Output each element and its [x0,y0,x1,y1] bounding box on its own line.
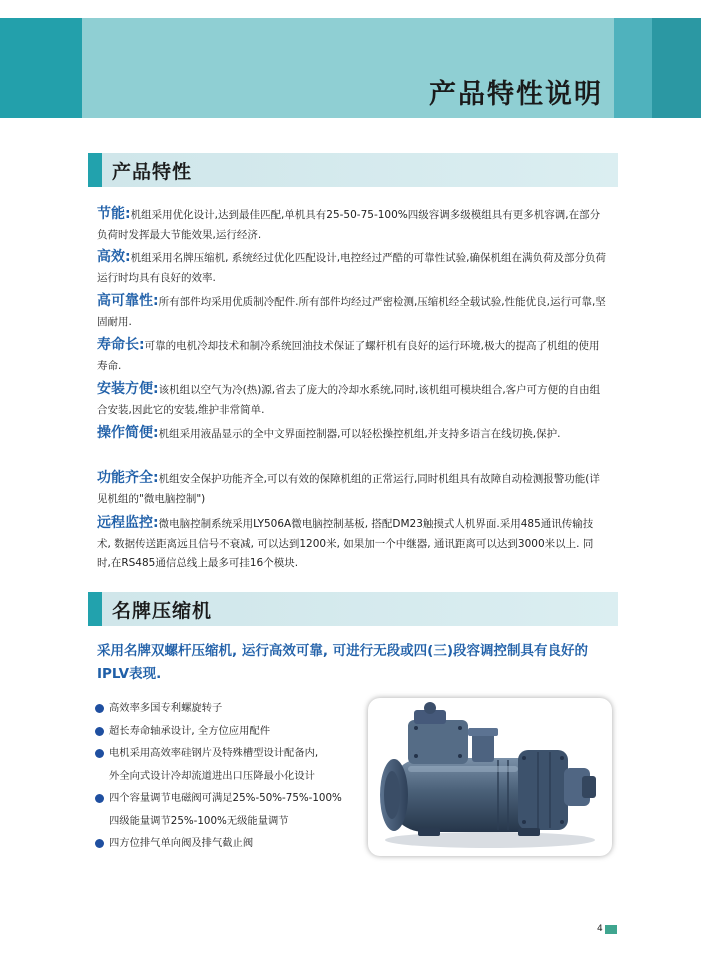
page-number-marker [605,925,617,934]
feature-text: 可靠的电机冷却技术和制冷系统回油技术保证了螺杆机有良好的运行环境,极大的提高了机组的使用寿命. [97,340,600,372]
header-banner [0,18,701,118]
banner-band-1 [614,18,652,118]
feature-key: 寿命长: [97,337,145,353]
feature-text: 机组采用优化设计,达到最佳匹配,单机具有25-50-75-100%四级容调多级模组具有更多机容调,在部分负荷时发挥最大节能效果,运行经济. [97,209,601,241]
list-item: 高效率多国专利螺旋转子 [95,697,375,720]
list-item: 四个容量调节电磁阀可满足25%-50%-75%-100% [95,787,375,810]
bullet-dot-icon [95,794,104,803]
section-header-features [88,153,618,187]
section-accent-bar [88,592,102,626]
list-item-continuation: 外全向式设计冷却流道进出口压降最小化设计 [109,769,315,782]
feature-paragraph [97,514,607,574]
bullet-dot-icon [95,704,104,713]
banner-band-2 [652,18,701,118]
feature-key: 高效: [97,249,131,265]
list-item: 四方位排气单向阀及排气截止阀 [95,832,375,855]
feature-paragraph [97,424,607,445]
feature-paragraph [97,292,607,332]
feature-text: 机组安全保护功能齐全,可以有效的保障机组的正常运行,同时机组具有故障自动检测报警功能(详见机组的"微电脑控制") [97,473,600,505]
page-number: 4 [597,924,603,934]
section-accent-bar [88,153,102,187]
list-item: 超长寿命轴承设计, 全方位应用配件 [95,720,375,743]
feature-paragraph [97,248,607,288]
section-title: 名牌压缩机 [112,600,213,622]
feature-text: 机组采用名牌压缩机, 系统经过优化匹配设计,电控经过严酷的可靠性试验,确保机组在满负荷及部分负荷运行时均具有良好的效率. [97,252,606,284]
feature-text: 所有部件均采用优质制冷配件.所有部件均经过严密检测,压缩机经全载试验,性能优良,运行可靠,坚固耐用. [97,296,606,328]
bullet-dot-icon [95,839,104,848]
feature-key: 远程监控: [97,515,159,531]
list-item-continuation: 四级能量调节25%-100%无级能量调节 [109,814,289,827]
screw-compressor-photo-icon [368,698,612,856]
feature-key: 安装方便: [97,381,159,397]
feature-key: 功能齐全: [97,470,159,486]
bullet-dot-icon [95,727,104,736]
page-title: 产品特性说明 [429,79,603,110]
feature-key: 节能: [97,206,131,222]
compressor-feature-list [95,697,375,855]
feature-text: 该机组以空气为冷(热)源,省去了庞大的冷却水系统,同时,该机组可模块组合,客户可方便的自由组合安装,因此它的安装,维护非常简单. [97,384,601,416]
feature-text: 机组采用液晶显示的全中文界面控制器,可以轻松操控机组,并支持多语言在线切换,保护. [158,428,561,440]
section-header-compressor [88,592,618,626]
feature-paragraph [97,380,607,420]
feature-paragraph [97,336,607,376]
feature-paragraph [97,205,607,245]
bullet-dot-icon [95,749,104,758]
feature-key: 高可靠性: [97,293,159,309]
section-title: 产品特性 [112,161,193,183]
compressor-image-card [368,698,612,856]
feature-text: 微电脑控制系统采用LY506A微电脑控制基板, 搭配DM23触摸式人机界面.采用485通讯传输技术, 数据传送距离远且信号不衰减, 可以达到1200米, 如果加一个中继器, 通讯距离可以达到3000米以上. 同时,在RS485通信总线上最多可挂16个模块. [97,518,594,569]
list-item: 电机采用高效率硅钢片及特殊槽型设计配备内, [95,742,375,765]
feature-paragraph [97,469,607,509]
feature-key: 操作简便: [97,425,159,441]
compressor-intro: 采用名牌双螺杆压缩机, 运行高效可靠, 可进行无段或四(三)段容调控制具有良好的IPLV表现. [97,643,588,682]
banner-left-block [0,18,82,118]
